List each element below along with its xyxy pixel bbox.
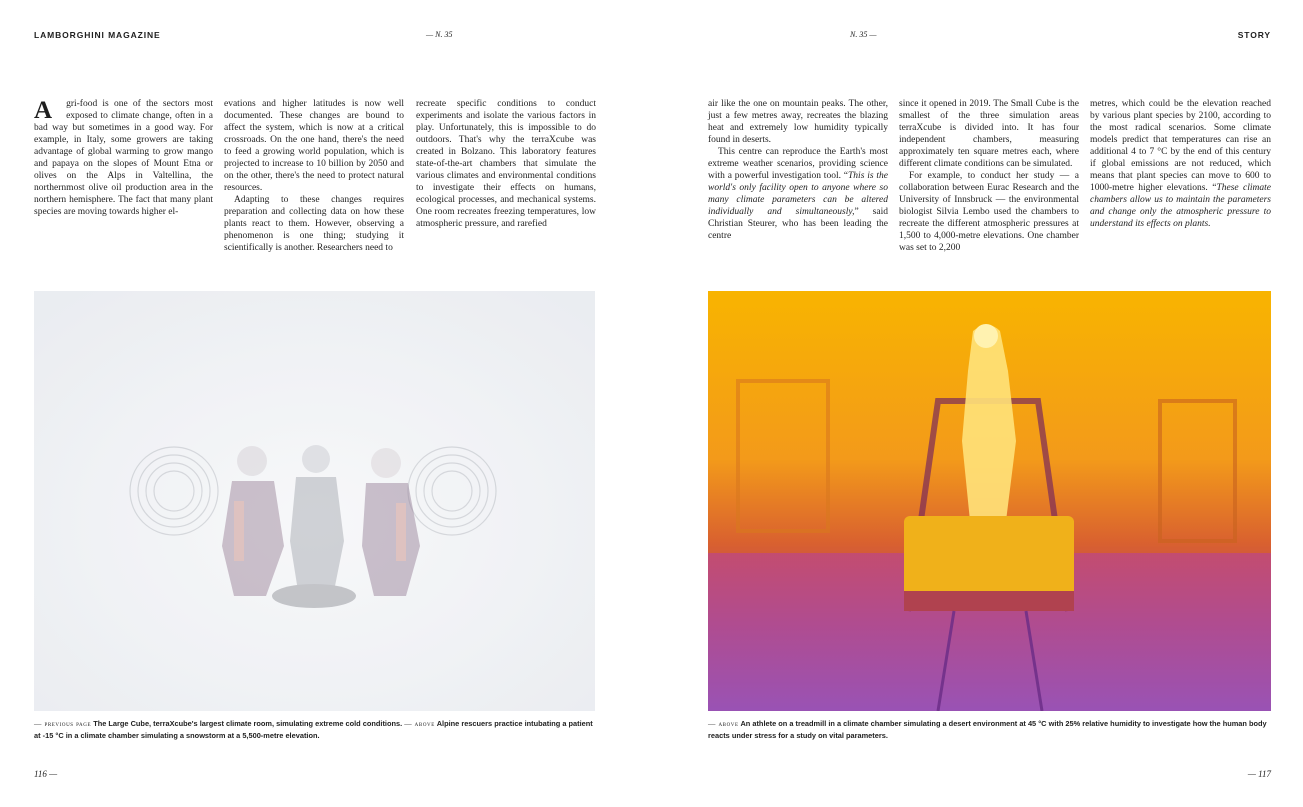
photo-thermal-treadmill [708,291,1271,711]
quote: This is the world's only facility open to anyone where so many climate parameters can be altered individually and simultaneously, [708,171,888,217]
issue-number-right: N. 35 — [850,30,877,39]
magazine-title: LAMBORGHINI MAGAZINE [34,30,161,40]
article-column-6 [1090,98,1271,230]
paragraph: since it opened in 2019. The Small Cube is the smallest of the three simulation areas terraXcube is divided into. It has four independent chambers, measuring approximately ten square metres each, where different climate conditions can be simulated. [899,99,1079,169]
caption-right [708,718,1271,741]
caption-text: An athlete on a treadmill in a climate chamber simulating a desert environment at 45 °C with 25% relative humidity to investigate how the human body reacts under stress for a study on vital parameters. [708,719,1267,740]
paragraph: recreate specific conditions to conduct experiments and isolate the various factors in play. Unfortunately, this is impossible to do outdoors. That's why the terraXcube was created in Bolzano. This laboratory features state-of-the-art chambers that simulate the various climates and environmental conditions to investigate their effects on humans, ecological processes, and mechanical systems. One room recreates freezing temperatures, low atmospheric pressure, and rarefied [416,99,596,229]
caption-text: Alpine rescuers practice intubating a patient at -15 °C in a climate chamber simulating a snowstorm at a 5,500-metre elevation. [34,719,593,740]
section-label: STORY [1237,30,1271,40]
caption-tag: — above [708,719,739,728]
article-column-3 [416,98,596,230]
caption-left [34,718,595,741]
text-run: metres, which could be the elevation reached by various plant species by 2100, according to the most radical scenarios. Some climate models predict that temperatures can rise an additional 4 to 7 °C by the end of this century if global emissions are not reduced, which means that plant species can move to 600 to 1000-metre higher elevations. “ [1090,99,1271,193]
paragraph: air like the one on mountain peaks. The other, just a few metres away, recreates the blazing heat and extremely low humidity typically found in deserts. [708,99,888,145]
paragraph: evations and higher latitudes is now well documented. These changes are bound to affect the system, which is now at a critical crossroads. On the one hand, there's the need to feed a growing world population, which is projected to increase to 10 billion by 2050 and on the other, there's the need to protect natural resources. [224,99,404,193]
article-column-1 [34,98,213,218]
article-column-2 [224,98,404,254]
drop-cap: A [34,97,53,124]
paragraph: Adapting to these changes requires preparation and collecting data on how these plants react to them. However, observing a phenomenon is one thing; studying it scientifically is another. Researchers need to [224,195,404,253]
text-run: ” said Christian Steurer, who has been leading the centre [708,207,888,241]
quote: These climate chambers allow us to maintain the parameters and change only the atmospheric pressure to understand its effects on plants. [1090,183,1271,229]
article-column-4 [708,98,888,242]
column-text: gri-food is one of the sectors most exposed to climate change, often in a bad way but sometimes in a good way. For example, in Italy, some growers are taking advantage of global warming to grow mango and papaya on the slopes of Mount Etna or olives on the Alps in Valtellina, the northernmost olive oil production area in the northern hemisphere. The fact that many plant species are moving towards higher el- [34,99,213,217]
thermal-image-illustration [708,291,1271,711]
text-run: This centre can reproduce the Earth's most extreme weather scenarios, providing science with a powerful investigation tool. “ [708,147,888,181]
photo-snowstorm-rescuers [34,291,595,711]
caption-tag: — above [404,719,435,728]
caption-text: The Large Cube, terraXcube's largest climate room, simulating extreme cold conditions. [93,719,403,728]
article-column-5 [899,98,1079,254]
caption-tag: — previous page [34,719,92,728]
issue-number-left: — N. 35 [426,30,453,39]
page-number-left: 116 — [34,769,58,779]
page-number-right: — 117 [1247,769,1271,779]
paragraph: For example, to conduct her study — a collaboration between Eurac Research and the University of Innsbruck — the environmental biologist Silvia Lembo used the chambers to recreate the different atmospheric pressures at 1,500 to 4,000-metre elevations. One chamber was set to 2,200 [899,171,1079,253]
paragraph [708,146,888,242]
snowstorm-illustration [34,291,595,711]
